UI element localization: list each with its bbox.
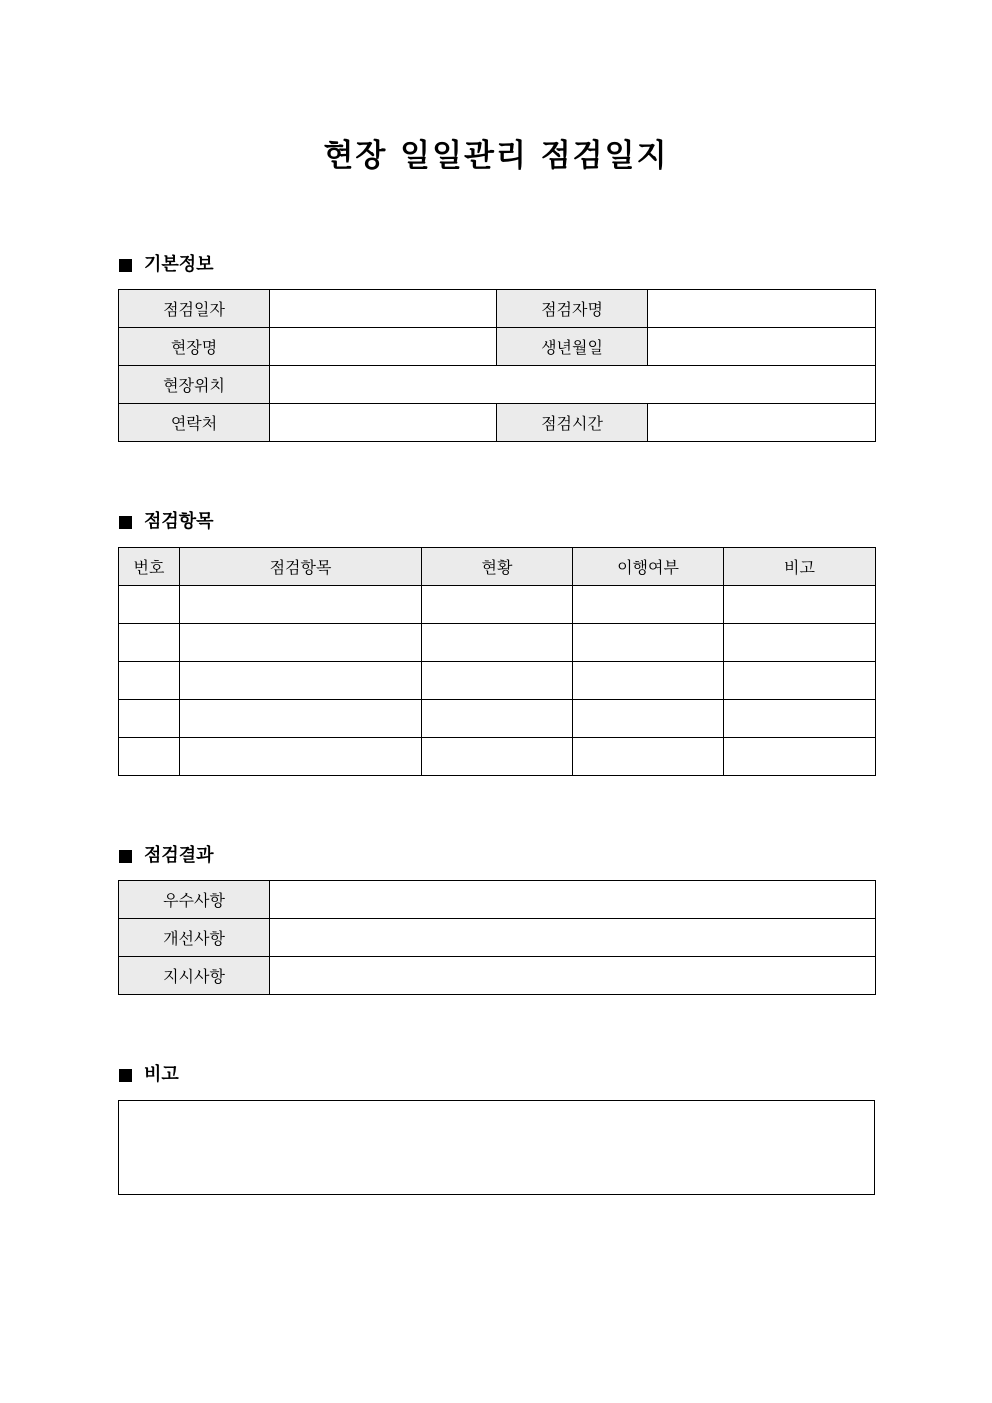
excellent-points-label: 우수사항 bbox=[119, 881, 270, 919]
results-table bbox=[118, 880, 876, 995]
instructions-label: 지시사항 bbox=[119, 957, 270, 995]
square-bullet-icon bbox=[119, 259, 132, 272]
table-cell[interactable] bbox=[119, 624, 180, 662]
inspection-items-heading bbox=[119, 510, 214, 534]
birth-date-label: 생년월일 bbox=[497, 328, 648, 366]
site-location-field[interactable] bbox=[270, 366, 876, 404]
basic-info-row bbox=[119, 404, 876, 442]
table-cell[interactable] bbox=[724, 700, 876, 738]
inspector-name-field[interactable] bbox=[648, 290, 876, 328]
table-row bbox=[119, 700, 876, 738]
results-row bbox=[119, 919, 876, 957]
column-header-item: 점검항목 bbox=[180, 548, 422, 586]
column-header-status: 현황 bbox=[422, 548, 573, 586]
instructions-field[interactable] bbox=[270, 957, 876, 995]
column-header-number: 번호 bbox=[119, 548, 180, 586]
table-cell[interactable] bbox=[119, 700, 180, 738]
contact-label: 연락처 bbox=[119, 404, 270, 442]
column-header-remarks: 비고 bbox=[724, 548, 876, 586]
basic-info-row bbox=[119, 328, 876, 366]
table-cell[interactable] bbox=[724, 662, 876, 700]
basic-info-heading-text: 기본정보 bbox=[144, 254, 214, 275]
table-cell[interactable] bbox=[422, 662, 573, 700]
table-cell[interactable] bbox=[119, 738, 180, 776]
inspection-date-field[interactable] bbox=[270, 290, 497, 328]
remarks-field[interactable] bbox=[118, 1100, 875, 1195]
results-heading-text: 점검결과 bbox=[144, 845, 214, 866]
page-title: 현장 일일관리 점검일지 bbox=[323, 138, 669, 174]
contact-field[interactable] bbox=[270, 404, 497, 442]
table-cell[interactable] bbox=[180, 700, 422, 738]
improvement-points-label: 개선사항 bbox=[119, 919, 270, 957]
table-cell[interactable] bbox=[422, 738, 573, 776]
table-cell[interactable] bbox=[119, 586, 180, 624]
remarks-heading-text: 비고 bbox=[144, 1064, 179, 1085]
site-name-label: 현장명 bbox=[119, 328, 270, 366]
table-cell[interactable] bbox=[573, 586, 724, 624]
table-cell[interactable] bbox=[422, 700, 573, 738]
basic-info-table bbox=[118, 289, 876, 442]
inspection-time-field[interactable] bbox=[648, 404, 876, 442]
table-cell[interactable] bbox=[573, 738, 724, 776]
table-cell[interactable] bbox=[180, 738, 422, 776]
site-name-field[interactable] bbox=[270, 328, 497, 366]
table-cell[interactable] bbox=[724, 738, 876, 776]
table-cell[interactable] bbox=[724, 624, 876, 662]
basic-info-heading bbox=[119, 253, 214, 277]
table-cell[interactable] bbox=[422, 586, 573, 624]
results-row bbox=[119, 881, 876, 919]
excellent-points-field[interactable] bbox=[270, 881, 876, 919]
inspection-items-table bbox=[118, 547, 876, 776]
basic-info-row bbox=[119, 290, 876, 328]
column-header-compliance: 이행여부 bbox=[573, 548, 724, 586]
table-row bbox=[119, 624, 876, 662]
square-bullet-icon bbox=[119, 1069, 132, 1082]
table-cell[interactable] bbox=[724, 586, 876, 624]
inspector-name-label: 점검자명 bbox=[497, 290, 648, 328]
table-cell[interactable] bbox=[573, 624, 724, 662]
table-cell[interactable] bbox=[573, 700, 724, 738]
table-header-row bbox=[119, 548, 876, 586]
table-cell[interactable] bbox=[180, 624, 422, 662]
table-cell[interactable] bbox=[119, 662, 180, 700]
table-row bbox=[119, 738, 876, 776]
improvement-points-field[interactable] bbox=[270, 919, 876, 957]
results-row bbox=[119, 957, 876, 995]
table-cell[interactable] bbox=[180, 586, 422, 624]
square-bullet-icon bbox=[119, 850, 132, 863]
table-row bbox=[119, 586, 876, 624]
table-cell[interactable] bbox=[180, 662, 422, 700]
inspection-time-label: 점검시간 bbox=[497, 404, 648, 442]
square-bullet-icon bbox=[119, 516, 132, 529]
table-row bbox=[119, 662, 876, 700]
inspection-date-label: 점검일자 bbox=[119, 290, 270, 328]
table-cell[interactable] bbox=[573, 662, 724, 700]
remarks-heading bbox=[119, 1063, 179, 1087]
table-cell[interactable] bbox=[422, 624, 573, 662]
results-heading bbox=[119, 844, 214, 868]
basic-info-row bbox=[119, 366, 876, 404]
site-location-label: 현장위치 bbox=[119, 366, 270, 404]
birth-date-field[interactable] bbox=[648, 328, 876, 366]
inspection-items-heading-text: 점검항목 bbox=[144, 511, 214, 532]
